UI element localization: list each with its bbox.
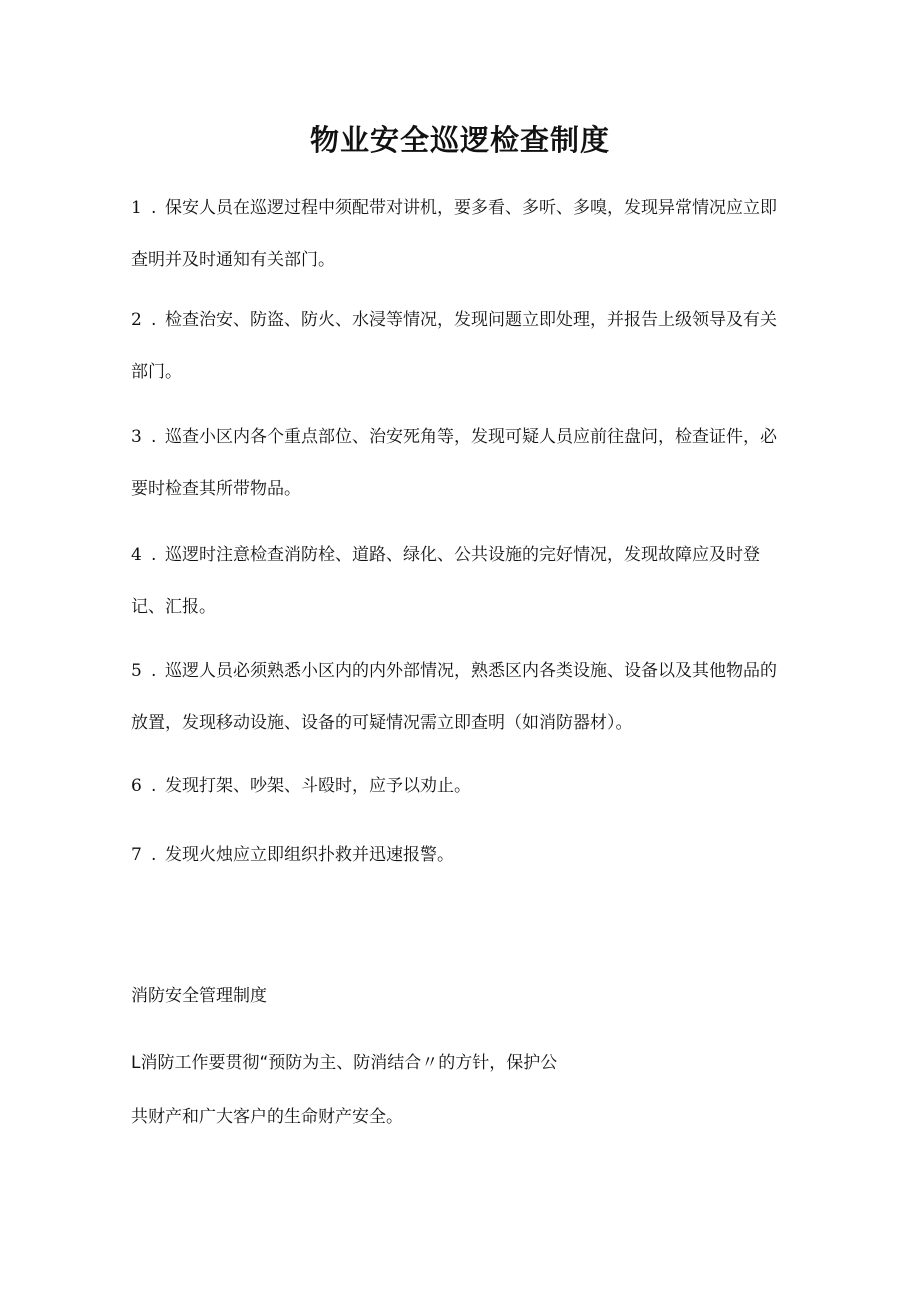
item-text: 检查治安、防盗、防火、水浸等情况，发现问题立即处理，并报告上级领导及有关部门。 bbox=[131, 310, 777, 382]
item-text: 发现火烛应立即组织扑救并迅速报警。 bbox=[165, 845, 454, 865]
item-dot: . bbox=[151, 776, 157, 796]
item-text: 保安人员在巡逻过程中须配带对讲机，要多看、多听、多嗅，发现异常情况应立即查明并及时通知有关部门。 bbox=[131, 198, 777, 270]
item-dot: . bbox=[151, 545, 157, 565]
item-text: 巡逻时注意检查消防栓、道路、绿化、公共设施的完好情况，发现故障应及时登记、汇报。 bbox=[131, 545, 760, 617]
item-dot: . bbox=[151, 198, 157, 218]
item-number: 5 bbox=[131, 661, 142, 681]
item-number: 3 bbox=[131, 427, 142, 447]
item-number: 7 bbox=[131, 845, 142, 865]
item-number: 6 bbox=[131, 776, 142, 796]
section-paragraph-line: L消防工作要贯彻“预防为主、防消结合〃的方针，保护公 bbox=[131, 1053, 558, 1073]
item-dot: . bbox=[151, 845, 157, 865]
rule-item-3 bbox=[131, 411, 793, 515]
section-paragraph-line: 共财产和广大客户的生命财产安全。 bbox=[131, 1107, 403, 1127]
item-number: 4 bbox=[131, 545, 142, 565]
item-dot: . bbox=[151, 310, 157, 330]
rule-item-4 bbox=[131, 529, 793, 633]
item-number: 1 bbox=[131, 198, 142, 218]
item-dot: . bbox=[151, 661, 157, 681]
rule-item-5 bbox=[131, 645, 793, 749]
item-text: 巡查小区内各个重点部位、治安死角等，发现可疑人员应前往盘问，检查证件，必要时检查其所带物品。 bbox=[131, 427, 777, 499]
item-text: 发现打架、吵架、斗殴时，应予以劝止。 bbox=[165, 776, 471, 796]
rule-item-6 bbox=[131, 760, 793, 812]
item-text: 巡逻人员必须熟悉小区内的内外部情况，熟悉区内各类设施、设备以及其他物品的放置，发现移动设施、设备的可疑情况需立即查明（如消防器材）。 bbox=[131, 661, 777, 733]
rule-item-1 bbox=[131, 182, 793, 286]
page-title: 物业安全巡逻检查制度 bbox=[309, 123, 610, 157]
item-number: 2 bbox=[131, 310, 142, 330]
item-dot: . bbox=[151, 427, 157, 447]
rule-item-7 bbox=[131, 829, 793, 881]
section-heading: 消防安全管理制度 bbox=[131, 986, 267, 1006]
rule-item-2 bbox=[131, 294, 793, 398]
